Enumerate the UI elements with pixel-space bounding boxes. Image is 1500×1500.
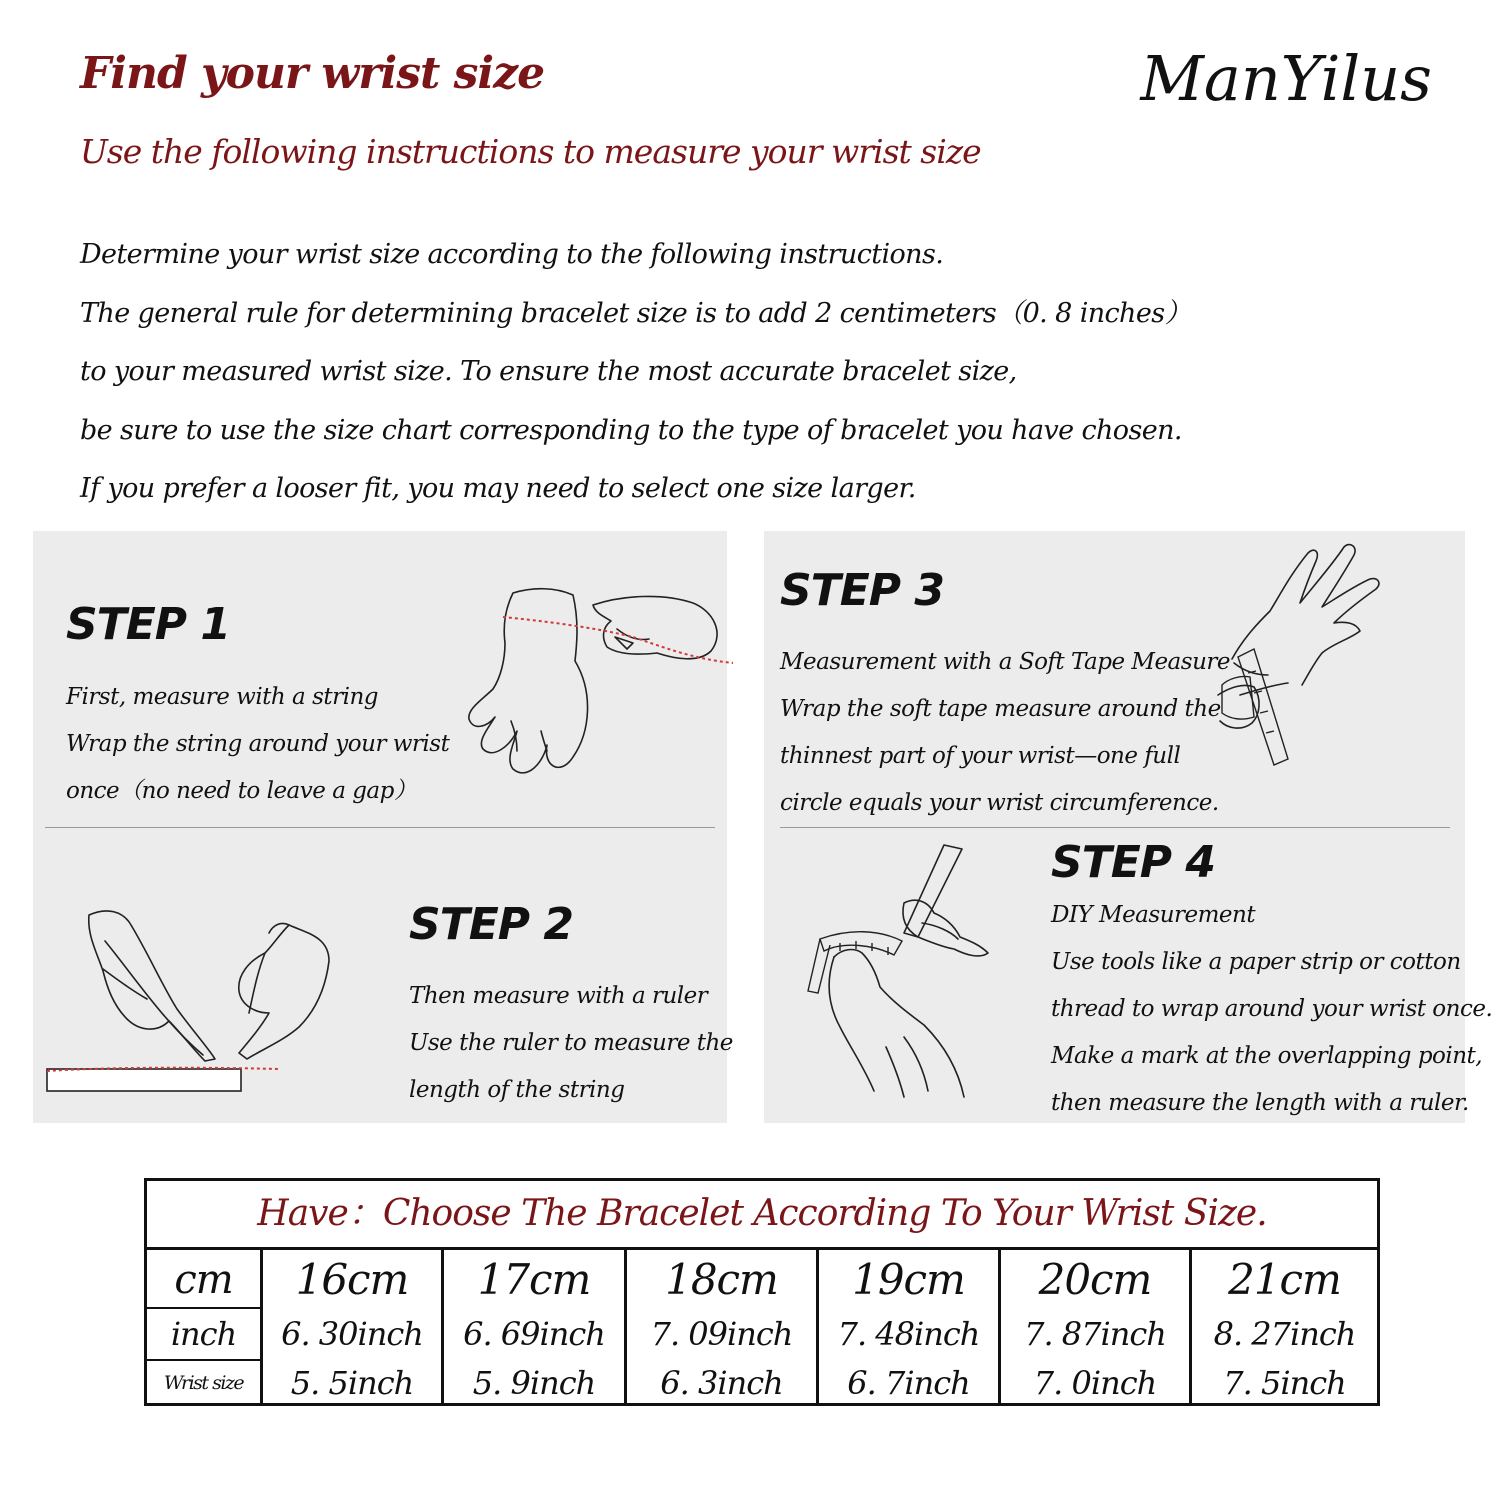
inch-value: 7. 09inch — [650, 1315, 793, 1353]
size-chart-header-prefix: Have： — [257, 1193, 383, 1234]
step4-line: Use tools like a paper strip or cotton — [1051, 949, 1461, 975]
step3-line: Wrap the soft tape measure around the — [780, 696, 1221, 722]
intro-text — [80, 226, 1280, 519]
step4-line: DIY Measurement — [1051, 902, 1256, 928]
step4-title: STEP 4 — [1051, 837, 1215, 888]
wrist-size-value: 6. 3inch — [660, 1364, 783, 1402]
step4-line: thread to wrap around your wrist once. — [1051, 996, 1493, 1022]
step2-line: Use the ruler to measure the — [409, 1030, 733, 1056]
ruler-hands-illustration — [43, 881, 303, 1101]
step4-line: then measure the length with a ruler. — [1051, 1090, 1469, 1116]
panel-divider — [45, 827, 715, 828]
size-chart-header — [147, 1181, 1377, 1250]
row-label-inch: inch — [170, 1315, 237, 1353]
steps-panel-right — [764, 531, 1493, 1123]
row-label-wrist-size: Wrist size — [163, 1372, 244, 1394]
step2-instructions — [409, 973, 733, 1114]
hand-string-illustration — [443, 581, 723, 791]
panel-divider — [780, 827, 1450, 828]
intro-line: Determine your wrist size according to the following instructions. — [80, 239, 944, 270]
inch-value: 6. 30inch — [281, 1315, 423, 1353]
size-chart-header-text: Choose The Bracelet According To Your Wrist Size. — [382, 1193, 1267, 1234]
inch-value: 7. 87inch — [1024, 1315, 1166, 1353]
step2-line: length of the string — [409, 1077, 625, 1103]
wrist-size-value: 7. 0inch — [1033, 1364, 1157, 1402]
tape-measure-hand-illustration — [1210, 539, 1460, 789]
wrist-size-value: 6. 7inch — [847, 1364, 970, 1402]
step3-line: Measurement with a Soft Tape Measure — [780, 649, 1230, 675]
step1-line: First, measure with a string — [66, 684, 379, 710]
step1-line: once（no need to leave a gap） — [66, 778, 417, 804]
step2-title: STEP 2 — [409, 899, 573, 950]
cm-value: 19cm — [852, 1255, 965, 1304]
page-title: Find your wrist size — [80, 48, 545, 99]
intro-line: to your measured wrist size. To ensure the most accurate bracelet size, — [80, 356, 1017, 387]
wrist-size-value: 7. 5inch — [1223, 1364, 1346, 1402]
step1-title: STEP 1 — [66, 599, 230, 650]
wrist-size-value: 5. 5inch — [290, 1364, 414, 1402]
steps-panel-left — [33, 531, 733, 1123]
step3-line: thinnest part of your wrist—one full — [780, 743, 1181, 769]
intro-line: The general rule for determining bracelet size is to add 2 centimeters（0. 8 inches） — [80, 297, 1191, 329]
step3-instructions — [780, 639, 1230, 827]
page-subtitle: Use the following instructions to measure your wrist size — [80, 132, 981, 171]
paper-strip-hand-illustration — [804, 841, 1054, 1111]
brand-logo: ManYilus — [1140, 42, 1432, 115]
inch-value: 7. 48inch — [837, 1315, 980, 1353]
step3-line: circle equals your wrist circumference. — [780, 790, 1219, 816]
intro-line: If you prefer a looser fit, you may need to select one size larger. — [80, 473, 916, 504]
cm-value: 18cm — [665, 1255, 778, 1304]
step3-title: STEP 3 — [780, 565, 944, 616]
step4-line: Make a mark at the overlapping point, — [1051, 1043, 1483, 1069]
cm-value: 17cm — [477, 1255, 591, 1304]
cm-value: 20cm — [1038, 1255, 1152, 1304]
wrist-size-value: 5. 9inch — [472, 1364, 596, 1402]
step2-line: Then measure with a ruler — [409, 983, 708, 1009]
step4-instructions — [1051, 892, 1492, 1127]
step1-line: Wrap the string around your wrist — [66, 731, 450, 757]
inch-value: 6. 69inch — [463, 1315, 605, 1353]
step1-instructions — [66, 674, 449, 815]
row-label-cm: cm — [174, 1257, 233, 1303]
intro-line: be sure to use the size chart corresponding to the type of bracelet you have chosen. — [80, 414, 1182, 446]
inch-value: 8. 27inch — [1213, 1315, 1356, 1353]
size-chart-table — [144, 1178, 1380, 1406]
cm-value: 21cm — [1228, 1255, 1341, 1304]
cm-value: 16cm — [295, 1255, 409, 1304]
